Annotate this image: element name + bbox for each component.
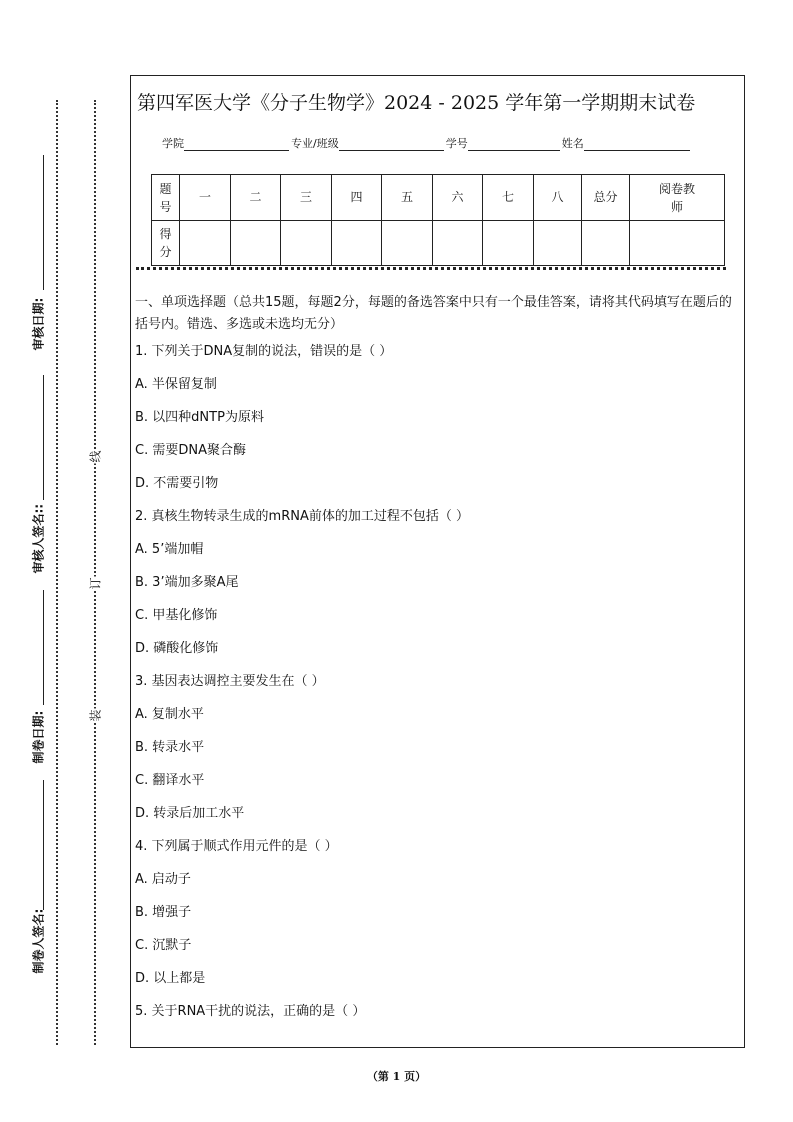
question-stem: 1. 下列关于DNA复制的说法，错误的是（ ） bbox=[135, 344, 393, 359]
answer-option: D. 转录后加工水平 bbox=[135, 806, 245, 821]
maker-signature-label: 制卷人签名: bbox=[31, 908, 46, 974]
answer-option: B. 3’端加多聚A尾 bbox=[135, 575, 239, 590]
reviewer-date-line bbox=[43, 155, 44, 290]
score-label: 得分 bbox=[152, 221, 180, 266]
score-table-score-row bbox=[152, 221, 725, 266]
reviewer-signature-label: 审核人签名:: bbox=[31, 503, 46, 574]
score-table-header-row bbox=[152, 175, 725, 221]
score-cell[interactable] bbox=[180, 221, 231, 266]
column-header: 八 bbox=[534, 175, 582, 221]
page-number: （第 1 页） bbox=[366, 1070, 427, 1083]
maker-date-label: 制卷日期: bbox=[31, 710, 46, 764]
score-cell[interactable] bbox=[231, 221, 281, 266]
question-stem: 3. 基因表达调控主要发生在（ ） bbox=[135, 674, 325, 689]
column-header: 四 bbox=[332, 175, 382, 221]
binding-mark-order: 订 bbox=[88, 577, 103, 590]
name-field[interactable] bbox=[584, 138, 690, 151]
answer-option: B. 以四种dNTP为原料 bbox=[135, 410, 264, 425]
question-number-label: 题号 bbox=[152, 175, 180, 221]
reviewer-signature-line bbox=[43, 375, 44, 500]
score-cell[interactable] bbox=[483, 221, 534, 266]
name-label: 姓名 bbox=[561, 137, 584, 150]
score-cell[interactable] bbox=[534, 221, 582, 266]
answer-option: C. 沉默子 bbox=[135, 938, 192, 953]
reviewer-date-label: 审核日期: bbox=[31, 297, 46, 351]
answer-option: B. 转录水平 bbox=[135, 740, 205, 755]
question-list bbox=[135, 342, 740, 1035]
college-field[interactable] bbox=[184, 138, 289, 151]
question-stem: 4. 下列属于顺式作用元件的是（ ） bbox=[135, 839, 338, 854]
section-1-heading: 一、单项选择题（总共15题，每题2分，每题的备选答案中只有一个最佳答案，请将其代码填写在题后的括号内。错选、多选或未选均无分） bbox=[135, 295, 732, 332]
student-info-row bbox=[162, 133, 722, 151]
maker-signature-line bbox=[43, 780, 44, 910]
binding-dotted-line-outer bbox=[56, 100, 58, 1045]
score-cell[interactable] bbox=[582, 221, 630, 266]
major-field[interactable] bbox=[339, 138, 444, 151]
binding-mark-bind: 装 bbox=[88, 709, 103, 722]
column-header: 七 bbox=[483, 175, 534, 221]
answer-option: A. 5’端加帽 bbox=[135, 542, 204, 557]
answer-option: C. 翻译水平 bbox=[135, 773, 205, 788]
answer-option: A. 复制水平 bbox=[135, 707, 204, 722]
answer-option: B. 增强子 bbox=[135, 905, 192, 920]
score-table bbox=[151, 174, 725, 266]
student-id-field[interactable] bbox=[468, 138, 560, 151]
column-header: 阅卷教师 bbox=[630, 175, 725, 221]
column-header: 总分 bbox=[582, 175, 630, 221]
section-separator bbox=[136, 267, 726, 270]
binding-mark-line: 线 bbox=[88, 450, 103, 463]
score-cell[interactable] bbox=[332, 221, 382, 266]
exam-title: 第四军医大学《分子生物学》2024 - 2025 学年第一学期期末试卷 bbox=[137, 92, 696, 114]
answer-option: C. 需要DNA聚合酶 bbox=[135, 443, 246, 458]
column-header: 三 bbox=[281, 175, 332, 221]
question-stem: 2. 真核生物转录生成的mRNA前体的加工过程不包括（ ） bbox=[135, 509, 469, 524]
answer-option: D. 不需要引物 bbox=[135, 476, 219, 491]
column-header: 二 bbox=[231, 175, 281, 221]
student-id-label: 学号 bbox=[445, 137, 468, 150]
binding-dotted-line-inner bbox=[94, 100, 96, 1045]
column-header: 五 bbox=[382, 175, 433, 221]
score-cell[interactable] bbox=[630, 221, 725, 266]
answer-option: A. 半保留复制 bbox=[135, 377, 217, 392]
section-1-content bbox=[135, 292, 740, 1035]
answer-option: D. 磷酸化修饰 bbox=[135, 641, 219, 656]
maker-date-line bbox=[43, 590, 44, 705]
answer-option: D. 以上都是 bbox=[135, 971, 206, 986]
score-cell[interactable] bbox=[281, 221, 332, 266]
answer-option: C. 甲基化修饰 bbox=[135, 608, 218, 623]
answer-option: A. 启动子 bbox=[135, 872, 191, 887]
score-cell[interactable] bbox=[382, 221, 433, 266]
question-stem: 5. 关于RNA干扰的说法，正确的是（ ） bbox=[135, 1004, 366, 1019]
college-label: 学院 bbox=[162, 137, 184, 150]
major-label: 专业/班级 bbox=[291, 137, 339, 150]
column-header: 六 bbox=[433, 175, 483, 221]
score-cell[interactable] bbox=[433, 221, 483, 266]
column-header: 一 bbox=[180, 175, 231, 221]
